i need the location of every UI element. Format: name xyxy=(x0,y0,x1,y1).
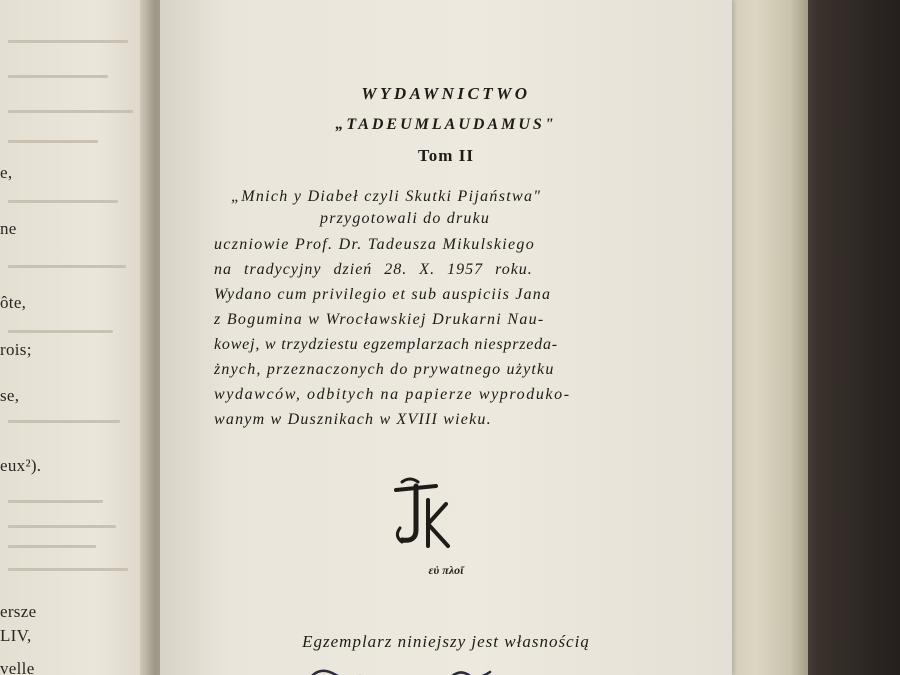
colophon-line: Wydano cum privilegio et sub auspiciis Jana xyxy=(214,286,552,303)
colophon-line: żnych, przeznaczonych do prywatnego użytku xyxy=(214,361,555,378)
faded-text-line xyxy=(8,265,126,268)
left-page-fragment: ne xyxy=(0,219,17,238)
left-page-fragment: rois; xyxy=(0,340,32,359)
faded-text-line xyxy=(8,568,128,571)
faded-text-line xyxy=(8,40,128,43)
volume-label: Tom II xyxy=(418,146,474,165)
tk-monogram-icon xyxy=(388,470,460,554)
colophon-line: uczniowie Prof. Dr. Tadeusza Mikulskiego xyxy=(214,236,536,253)
faded-text-line xyxy=(8,75,108,78)
faded-text-line xyxy=(8,200,118,203)
left-page xyxy=(0,0,162,675)
handwritten-signature xyxy=(300,660,560,675)
left-page-fragment: LIV, xyxy=(0,626,32,645)
left-page-fragment: velle xyxy=(0,659,35,675)
colophon-line: na tradycyjny dzień 28. X. 1957 roku. xyxy=(214,261,533,278)
left-page-fragment: se, xyxy=(0,386,20,405)
left-page-fragment: e, xyxy=(0,163,13,182)
greek-motto: εὐ πλοῖ xyxy=(428,563,464,577)
series-title: „TADEUMLAUDAMUS" xyxy=(335,116,557,133)
left-page-fragment: ôte, xyxy=(0,293,27,312)
colophon-line: „Mnich y Diabeł czyli Skutki Pijaństwa" xyxy=(231,188,542,205)
colophon-line: przygotowali do druku xyxy=(320,210,491,227)
faded-text-line xyxy=(8,500,103,503)
book-cover-edge xyxy=(720,0,808,675)
faded-text-line xyxy=(8,525,116,528)
left-page-fragment: ersze xyxy=(0,602,37,621)
colophon-line: wydawców, odbitych na papierze wyproduko- xyxy=(214,386,571,403)
colophon-line: z Bogumina w Wrocławskiej Drukarni Nau- xyxy=(214,311,545,328)
faded-text-line xyxy=(8,420,120,423)
colophon-line: wanym w Dusznikach w XVIII wieku. xyxy=(214,411,492,428)
colophon-line: kowej, w trzydziestu egzemplarzach niesprzeda- xyxy=(214,336,558,353)
publisher-heading: WYDAWNICTWO xyxy=(361,84,531,103)
left-page-fragment: eux²). xyxy=(0,456,42,475)
faded-text-line xyxy=(8,140,98,143)
faded-text-line xyxy=(8,330,113,333)
faded-text-line xyxy=(8,110,133,113)
ownership-note: Egzemplarz niniejszy jest własnością xyxy=(302,632,590,651)
faded-text-line xyxy=(8,545,96,548)
